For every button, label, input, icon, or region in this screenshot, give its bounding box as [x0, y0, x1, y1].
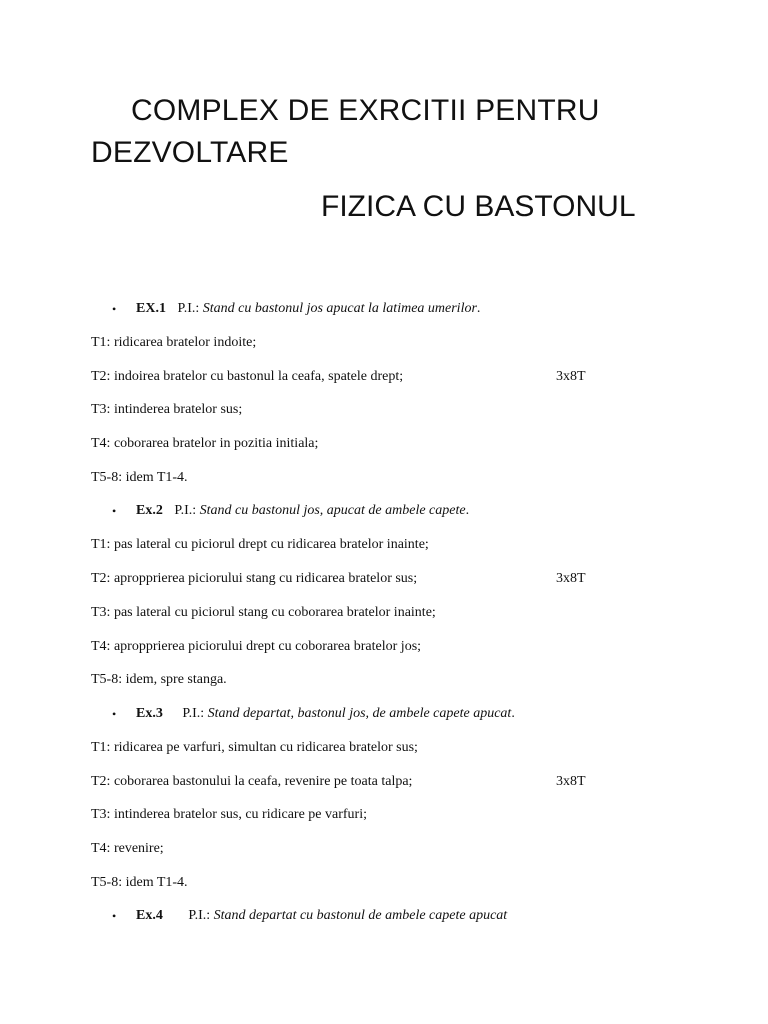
starting-position-end: .	[476, 301, 481, 316]
repetition-count: 3x8T	[556, 368, 586, 384]
title-line-1: COMPLEX DE EXRCITII PENTRU	[131, 94, 600, 127]
starting-position-label: P.I.:	[188, 908, 211, 924]
exercise-label: EX.1	[136, 301, 166, 316]
step-line	[91, 601, 691, 635]
step-line	[91, 365, 691, 399]
exercise-list	[91, 297, 691, 938]
step-line	[91, 770, 691, 804]
document-subtitle: FIZICA CU BASTONUL	[321, 190, 636, 223]
exercise-2	[91, 499, 691, 701]
exercise-heading	[91, 702, 691, 736]
exercise-3	[91, 702, 691, 904]
starting-position-label: P.I.:	[174, 503, 197, 519]
repetition-count: 3x8T	[556, 773, 586, 789]
exercise-heading	[91, 297, 691, 331]
step-text: T5-8: idem T1-4.	[91, 469, 188, 485]
document-title	[91, 90, 711, 174]
step-text: T2: indoirea bratelor cu bastonul la ceafa, spatele drept;	[91, 368, 404, 384]
step-text: T5-8: idem T1-4.	[91, 874, 188, 890]
starting-position-text: Stand cu bastonul jos, apucat de ambele capete	[199, 503, 466, 519]
step-text: T3: intinderea bratelor sus, cu ridicare pe varfuri;	[91, 807, 367, 823]
step-text: T4: revenire;	[91, 840, 164, 856]
starting-position-text: Stand departat, bastonul jos, de ambele capete apucat	[207, 705, 512, 721]
exercise-label: Ex.2	[136, 503, 163, 519]
step-text: T4: coborarea bratelor in pozitia initiala;	[91, 436, 319, 452]
step-line	[91, 466, 691, 500]
exercise-label: Ex.4	[136, 908, 163, 924]
step-text: T3: intinderea bratelor sus;	[91, 402, 243, 418]
starting-position-end: .	[465, 503, 470, 519]
step-text: T3: pas lateral cu piciorul stang cu coborarea bratelor inainte;	[91, 604, 436, 620]
starting-position-label: P.I.:	[182, 705, 205, 721]
exercise-label: Ex.3	[136, 705, 163, 721]
exercise-1	[91, 297, 691, 499]
bullet-icon: •	[112, 504, 117, 519]
step-text: T2: apropprierea piciorului stang cu ridicarea bratelor sus;	[91, 571, 418, 587]
step-line	[91, 837, 691, 871]
starting-position-text: Stand cu bastonul jos apucat la latimea umerilor	[202, 301, 477, 316]
step-line	[91, 398, 691, 432]
starting-position-label: P.I.:	[177, 301, 200, 316]
step-text: T1: ridicarea pe varfuri, simultan cu ridicarea bratelor sus;	[91, 739, 418, 755]
starting-position-text: Stand departat cu bastonul de ambele capete apucat	[213, 908, 508, 924]
step-line	[91, 668, 691, 702]
step-line	[91, 635, 691, 669]
bullet-icon: •	[112, 706, 117, 721]
step-line	[91, 432, 691, 466]
title-line-2: DEZVOLTARE	[91, 136, 289, 169]
starting-position-end: .	[511, 705, 515, 721]
exercise-heading	[91, 499, 691, 533]
exercise-4	[91, 904, 691, 938]
repetition-count: 3x8T	[556, 571, 586, 587]
bullet-icon: •	[112, 909, 117, 924]
step-line	[91, 803, 691, 837]
step-line	[91, 533, 691, 567]
exercise-heading	[91, 904, 691, 938]
step-line	[91, 871, 691, 905]
step-text: T5-8: idem, spre stanga.	[91, 672, 227, 688]
step-line	[91, 567, 691, 601]
step-text: T1: ridicarea bratelor indoite;	[91, 335, 257, 350]
bullet-icon: •	[112, 302, 117, 316]
step-text: T2: coborarea bastonului la ceafa, revenire pe toata talpa;	[91, 773, 413, 789]
step-line	[91, 736, 691, 770]
step-line	[91, 331, 691, 365]
step-text: T4: apropprierea piciorului drept cu coborarea bratelor jos;	[91, 638, 422, 654]
step-text: T1: pas lateral cu piciorul drept cu ridicarea bratelor inainte;	[91, 537, 429, 553]
